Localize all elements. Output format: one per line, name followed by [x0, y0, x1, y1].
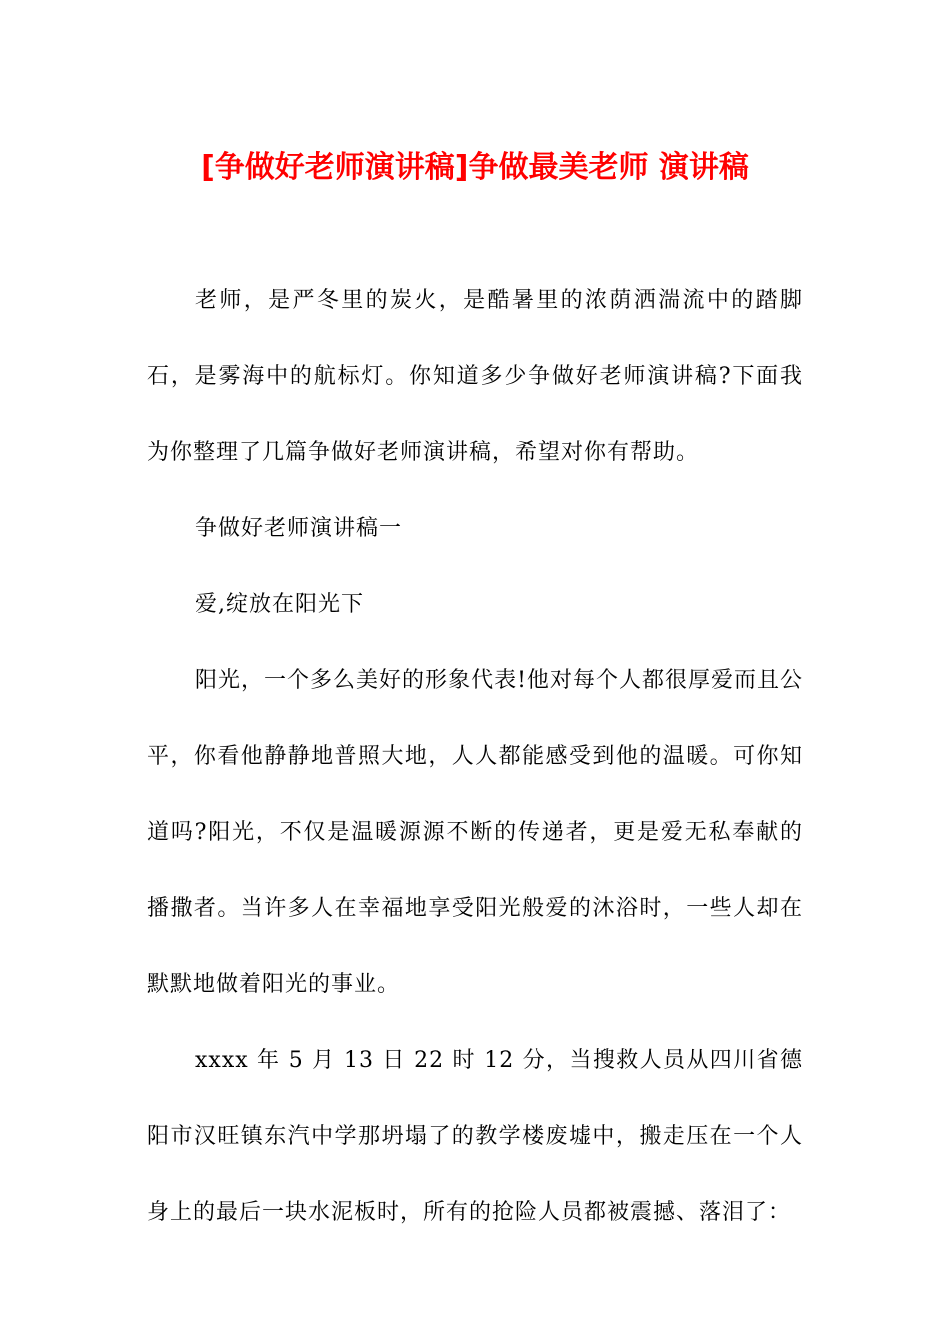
section-heading: 争做好老师演讲稿一 — [195, 516, 403, 541]
body-paragraph: 阳光，一个多么美好的形象代表!他对每个人都很厚爱而且公平，你看他静静地普照大地，人人都能感受到他的温暖。可你知道吗?阳光，不仅是温暖源源不断的传递者，更是爱无私奉献的播撒者。当许多人在幸福地享受阳光般爱的沐浴时，一些人却在默默地做着阳光的事业。 — [147, 668, 803, 997]
document-body — [147, 263, 803, 1251]
intro-paragraph: 老师，是严冬里的炭火，是酷暑里的浓荫洒湍流中的踏脚石，是雾海中的航标灯。你知道多少争做好老师演讲稿?下面我为你整理了几篇争做好老师演讲稿，希望对你有帮助。 — [147, 288, 803, 465]
body-paragraph: xxxx 年 5 月 13 日 22 时 12 分，当搜救人员从四川省德阳市汉旺镇东汽中学那坍塌了的教学楼废墟中，搬走压在一个人身上的最后一块水泥板时，所有的抢险人员都被震撼、落泪了： — [147, 1048, 803, 1225]
section-subtitle: 爱,绽放在阳光下 — [195, 592, 364, 617]
document-title: [争做好老师演讲稿]争做最美老师 演讲稿 — [201, 150, 749, 185]
